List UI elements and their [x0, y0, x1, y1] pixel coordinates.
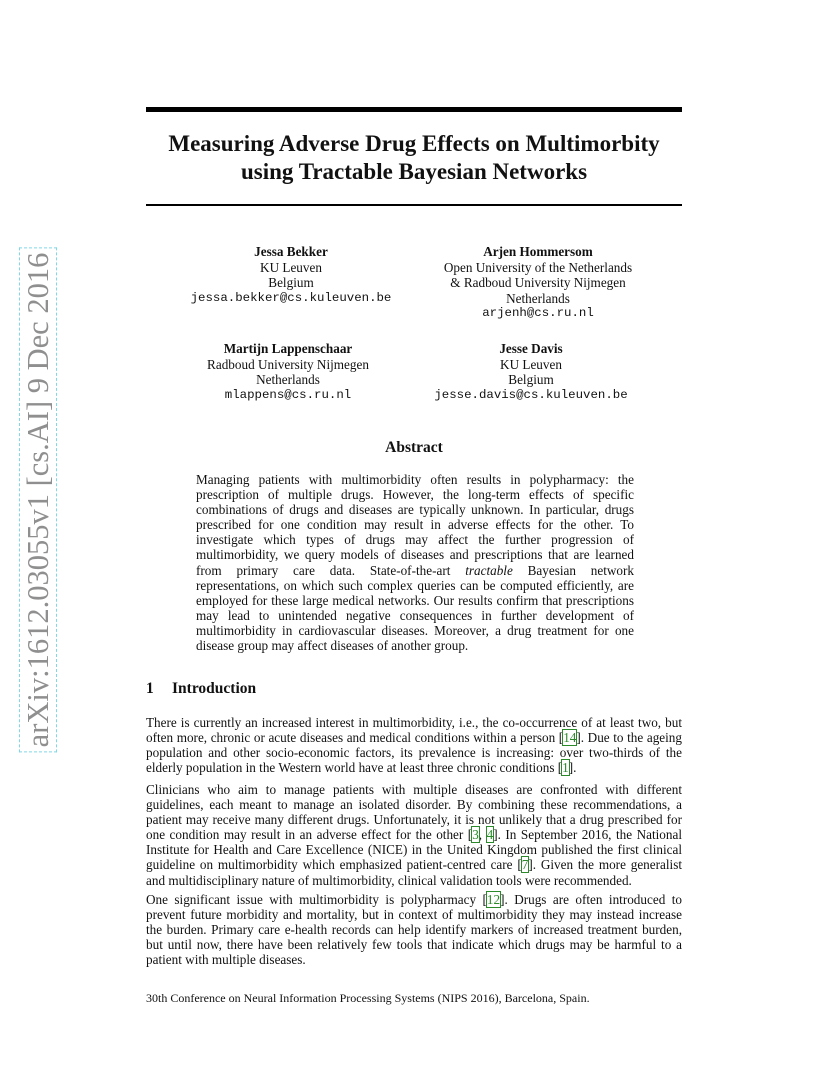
arxiv-identifier-stamp — [18, 0, 58, 1072]
title-line-1: Measuring Adverse Drug Effects on Multimorbity — [168, 131, 660, 156]
citation-link[interactable]: 7 — [521, 857, 529, 873]
paper-title — [146, 130, 682, 186]
paragraph-1: There is currently an increased interest in multimorbidity, i.e., the co-occurrence of at least two, but often more, chronic or acute diseases and medical conditions within a person [14]. Due to the ageing population and other socio-economic factors, its prevalence is increasing: over two-thirds of the elderly population in the Western world have at least three chronic conditions [1]. — [146, 715, 682, 776]
citation-link[interactable]: 12 — [486, 892, 501, 907]
author-country: Netherlands — [256, 372, 320, 387]
abstract-emphasis: tractable — [465, 562, 513, 578]
abstract-text: Managing patients with multimorbidity often results in polypharmacy: the prescription of multiple drugs. However, the long-term effects of specific combinations of drugs and diseases are typically unknown. In particular, drugs prescribed for one condition may result in adverse effects for the other. To investigate which types of drugs may affect the further progression of multimorbidity, we query models of diseases and prescriptions that are learned from primary care data. State-of-the-art tractable Bayesian network representations, on which such complex queries can be computed efficiently, are employed for these large medical networks. Our results confirm that prescriptions may lead to unintended negative consequences in further development of multimorbidity in cardiovascular diseases. Moreover, a drug treatment for one disease group may affect diseases of another group. — [196, 472, 635, 654]
top-rule — [146, 107, 682, 112]
author-email[interactable]: mlappens@cs.ru.nl — [224, 387, 352, 402]
paragraph-2: Clinicians who aim to manage patients with multiple diseases are confronted with different guidelines, each meant to manage an isolated disorder. By combining these recommendations, a patient may receive many different drugs. Unfortunately, it is not unlikely that a drug prescribed for one condition may result in an adverse effect for the other [3, 4]. In September 2016, the National Institute for Health and Care Excellence (NICE) in the United Kingdom published the first clinical guideline on multimorbidity which emphasized patient-centred care [7]. Given the more generalist and multidisciplinary nature of multimorbidity, clinical validation tools were recommended. — [146, 782, 683, 888]
author-email[interactable]: jessa.bekker@cs.kuleuven.be — [190, 290, 392, 305]
section-heading — [146, 680, 256, 698]
author-country: Belgium — [508, 372, 554, 387]
author-block-4 — [401, 341, 661, 403]
author-name: Martijn Lappenschaar — [223, 341, 353, 356]
author-block-1 — [161, 244, 421, 306]
section-number: 1 — [146, 680, 154, 697]
author-block-2 — [408, 244, 668, 322]
author-name: Arjen Hommersom — [483, 244, 593, 259]
title-line-2: using Tractable Bayesian Networks — [240, 159, 588, 184]
author-country: Belgium — [268, 275, 314, 290]
author-affiliation: KU Leuven — [260, 259, 322, 275]
abstract-heading: Abstract — [385, 439, 443, 456]
author-country: Netherlands — [506, 290, 570, 306]
conference-footnote: 30th Conference on Neural Information Processing Systems (NIPS 2016), Barcelona, Spain. — [146, 991, 590, 1005]
citation-link[interactable]: 4 — [486, 827, 494, 843]
author-name: Jessa Bekker — [254, 244, 328, 259]
author-affiliation: KU Leuven — [500, 356, 562, 372]
author-email[interactable]: jesse.davis@cs.kuleuven.be — [434, 387, 628, 402]
citation-link[interactable]: 1 — [562, 760, 569, 776]
paragraph-3: One significant issue with multimorbidity is polypharmacy [12]. Drugs are often introduced to prevent future morbidity and mortality, but in context of multimorbidity they may instead increase the burden. Primary care e-health records can help identify markers of increased treatment burden, but until now, there have been relatively few tools that indicate which drugs may be harmful to a patient with multiple diseases. — [146, 892, 682, 968]
author-affiliation-2: & Radboud University Nijmegen — [450, 275, 626, 290]
title-rule — [146, 204, 682, 206]
author-name: Jesse Davis — [499, 341, 563, 356]
citation-link[interactable]: 14 — [563, 730, 577, 746]
citation-link[interactable]: 3 — [472, 827, 479, 843]
arxiv-identifier-text: arXiv:1612.03055v1 [cs.AI] 9 Dec 2016 — [19, 248, 57, 753]
author-email[interactable]: arjenh@cs.ru.nl — [482, 306, 594, 320]
author-block-3 — [158, 341, 418, 403]
section-title: Introduction — [172, 680, 257, 697]
author-affiliation: Radboud University Nijmegen — [207, 356, 369, 372]
author-affiliation: Open University of the Netherlands — [443, 259, 633, 275]
